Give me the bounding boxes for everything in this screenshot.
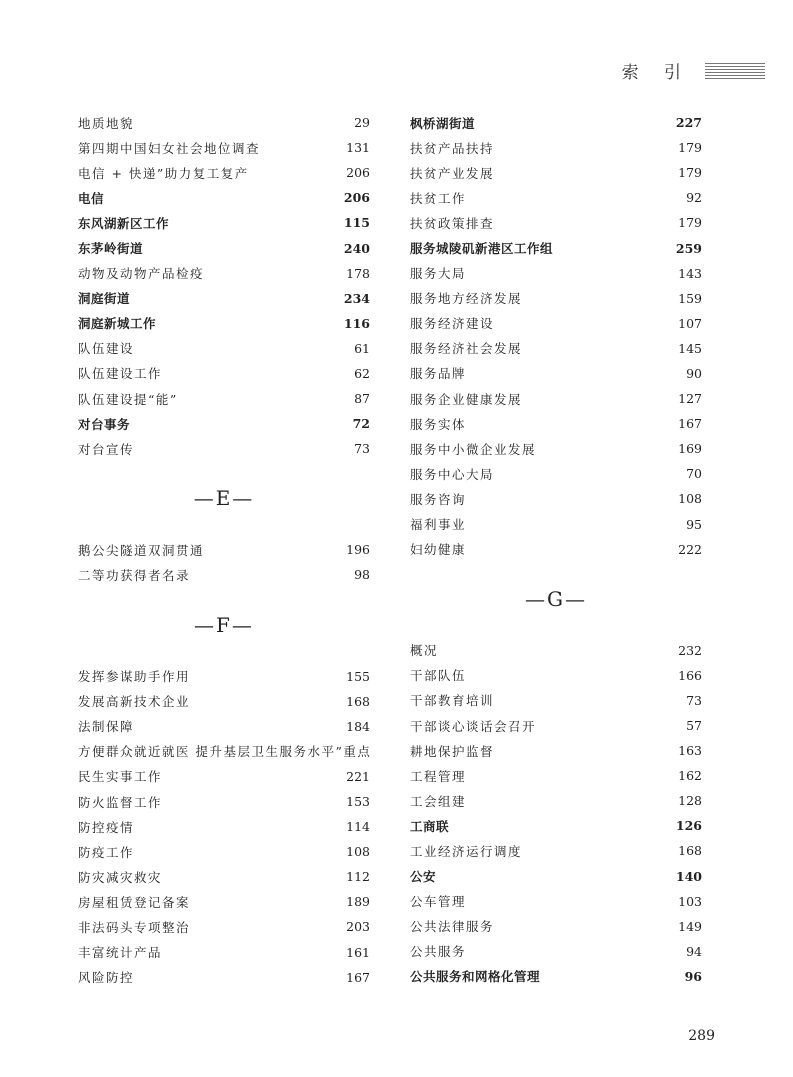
index-term: 第四期中国妇女社会地位调查 xyxy=(78,140,261,156)
index-page-ref: 259 xyxy=(675,240,702,256)
index-page-ref: 234 xyxy=(343,290,370,306)
index-page-ref: 140 xyxy=(675,868,702,884)
index-entry xyxy=(410,512,702,537)
index-term: 服务中小微企业发展 xyxy=(410,441,537,457)
index-entry xyxy=(78,386,370,411)
index-term: 工业经济运行调度 xyxy=(410,843,523,859)
index-entry xyxy=(78,286,370,311)
index-entry xyxy=(78,436,370,461)
index-page-ref: 153 xyxy=(346,794,370,810)
index-term: 福利事业 xyxy=(410,517,467,533)
index-term: 洞庭街道 xyxy=(78,291,131,307)
index-entry xyxy=(78,965,370,990)
index-term: 工程管理 xyxy=(410,768,467,784)
index-term: 妇幼健康 xyxy=(410,542,467,558)
index-entry xyxy=(410,486,702,511)
index-page-ref: 61 xyxy=(354,340,370,356)
index-entry xyxy=(410,336,702,361)
index-term: 队伍建设工作 xyxy=(78,366,163,382)
index-term: 地质地貌 xyxy=(78,115,135,131)
index-entry xyxy=(78,689,370,714)
index-entry xyxy=(78,210,370,235)
index-term: 动物及动物产品检疫 xyxy=(78,266,205,282)
index-entry xyxy=(78,864,370,889)
index-entry xyxy=(410,311,702,336)
index-page-ref: 92 xyxy=(686,190,702,206)
index-term: 枫桥湖街道 xyxy=(410,115,476,131)
index-entry xyxy=(410,864,702,889)
index-term: 法制保障 xyxy=(78,719,135,735)
index-entry xyxy=(410,638,702,663)
index-page-ref: 126 xyxy=(675,818,702,834)
index-page-ref: 227 xyxy=(675,115,702,131)
index-term: 公共法律服务 xyxy=(410,919,495,935)
index-page-ref: 155 xyxy=(346,668,370,684)
index-page-ref: 163 xyxy=(678,743,702,759)
index-entry xyxy=(410,235,702,260)
index-term: 非法码头专项整治 xyxy=(78,919,191,935)
index-page-ref: 128 xyxy=(678,793,702,809)
index-entry xyxy=(410,361,702,386)
index-entry xyxy=(78,135,370,160)
index-page-ref: 167 xyxy=(346,969,370,985)
index-term: 干部队伍 xyxy=(410,668,467,684)
index-term: 东风湖新区工作 xyxy=(78,215,170,231)
section-letter-heading: —G— xyxy=(525,586,587,611)
index-page-ref: 196 xyxy=(346,542,370,558)
index-term: 服务城陵矶新港区工作组 xyxy=(410,241,554,257)
index-entry xyxy=(410,713,702,738)
index-term: 耕地保护监督 xyxy=(410,743,495,759)
index-page-ref: 112 xyxy=(346,869,370,885)
index-term: 队伍建设提“能” xyxy=(78,391,178,407)
index-term: 公安 xyxy=(410,869,437,885)
section-letter-heading: —E— xyxy=(193,486,255,511)
index-term: 服务品牌 xyxy=(410,366,467,382)
index-page-ref: 114 xyxy=(346,819,370,835)
index-page-ref: 232 xyxy=(678,642,702,658)
header-title: 索 引 xyxy=(621,63,691,83)
index-term: 服务经济社会发展 xyxy=(410,341,523,357)
index-entry xyxy=(78,739,370,764)
index-page-ref: 115 xyxy=(343,215,370,231)
index-term: 对台宣传 xyxy=(78,441,135,457)
index-entry xyxy=(410,537,702,562)
index-page-ref: 29 xyxy=(354,115,370,131)
index-term: 发展高新技术企业 xyxy=(78,694,191,710)
index-entry xyxy=(78,714,370,739)
index-entry xyxy=(410,386,702,411)
index-entry xyxy=(410,185,702,210)
index-entry xyxy=(78,110,370,135)
index-term: 电信 xyxy=(78,190,105,206)
index-page-ref: 206 xyxy=(346,165,370,181)
index-page-ref: 107 xyxy=(678,315,702,331)
index-page-ref: 73 xyxy=(686,692,702,708)
index-entry xyxy=(410,914,702,939)
index-page-ref: 131 xyxy=(346,140,370,156)
index-page-ref: 70 xyxy=(686,466,702,482)
index-page-ref: 108 xyxy=(346,844,370,860)
index-page-ref: 159 xyxy=(678,290,702,306)
index-page-ref: 94 xyxy=(686,943,702,959)
index-term: 公车管理 xyxy=(410,894,467,910)
index-entry xyxy=(410,939,702,964)
index-entry xyxy=(78,336,370,361)
index-page-ref: 167 xyxy=(678,416,702,432)
index-entry xyxy=(410,261,702,286)
index-term: 扶贫产业发展 xyxy=(410,165,495,181)
index-page-ref: 179 xyxy=(678,215,702,231)
index-term: 工商联 xyxy=(410,818,450,834)
index-entry xyxy=(78,839,370,864)
index-entry xyxy=(78,664,370,689)
index-term: 洞庭新城工作 xyxy=(78,316,157,332)
index-page-ref: 72 xyxy=(352,416,370,432)
index-page-ref: 161 xyxy=(346,944,370,960)
index-page-ref: 103 xyxy=(678,893,702,909)
index-page-ref: 149 xyxy=(678,918,702,934)
index-page-ref: 189 xyxy=(346,894,370,910)
index-page-ref: 169 xyxy=(678,441,702,457)
index-term: 服务大局 xyxy=(410,266,467,282)
index-entry xyxy=(410,135,702,160)
index-term: 防火监督工作 xyxy=(78,794,163,810)
index-term: 干部谈心谈话会召开 xyxy=(410,718,537,734)
index-term: 风险防控 xyxy=(78,970,135,986)
index-page-ref: 98 xyxy=(354,567,370,583)
index-term: 丰富统计产品 xyxy=(78,945,163,961)
index-entry xyxy=(410,110,702,135)
index-page-ref: 95 xyxy=(686,516,702,532)
index-entry xyxy=(78,235,370,260)
index-entry xyxy=(410,663,702,688)
index-term: 公共服务和网格化管理 xyxy=(410,969,541,985)
index-page-ref: 166 xyxy=(678,667,702,683)
index-column-right xyxy=(410,110,702,989)
index-term: 概况 xyxy=(410,643,439,659)
index-page-ref: 87 xyxy=(354,391,370,407)
index-page-ref: 116 xyxy=(343,315,370,331)
page-number: 289 xyxy=(688,1028,715,1044)
index-page-ref: 240 xyxy=(343,240,370,256)
index-entry xyxy=(78,537,370,562)
index-page-ref: 179 xyxy=(678,165,702,181)
running-header xyxy=(622,58,765,83)
index-page-ref: 184 xyxy=(346,718,370,734)
header-rule-lines xyxy=(705,63,765,79)
index-term: 防灾减灾救灾 xyxy=(78,869,163,885)
index-entry xyxy=(410,160,702,185)
index-entry xyxy=(410,286,702,311)
index-page-ref: 108 xyxy=(678,491,702,507)
index-entry xyxy=(410,688,702,713)
index-entry xyxy=(410,436,702,461)
index-entry xyxy=(410,461,702,486)
index-entry xyxy=(78,411,370,436)
index-page-ref: 162 xyxy=(678,768,702,784)
index-entry xyxy=(78,185,370,210)
index-page-ref: 90 xyxy=(686,365,702,381)
index-page-ref: 203 xyxy=(346,919,370,935)
index-page-ref: 168 xyxy=(678,843,702,859)
index-page-ref: 57 xyxy=(686,718,702,734)
index-page-ref: 179 xyxy=(678,140,702,156)
index-page-ref: 73 xyxy=(354,441,370,457)
index-entry xyxy=(410,788,702,813)
index-term: 对台事务 xyxy=(78,416,131,432)
index-entry xyxy=(78,361,370,386)
index-page-ref: 96 xyxy=(684,968,702,984)
index-term: 服务实体 xyxy=(410,416,467,432)
index-term: 服务地方经济发展 xyxy=(410,291,523,307)
index-term: 干部教育培训 xyxy=(410,693,495,709)
index-term: 扶贫工作 xyxy=(410,190,467,206)
index-entry xyxy=(78,311,370,336)
index-term: 发挥参谋助手作用 xyxy=(78,669,191,685)
index-term: 防控疫情 xyxy=(78,819,135,835)
index-page-ref: 143 xyxy=(678,265,702,281)
index-entry xyxy=(410,210,702,235)
index-entry xyxy=(78,789,370,814)
index-entry xyxy=(78,764,370,789)
index-term: 民生实事工作 xyxy=(78,769,163,785)
index-page-ref: 127 xyxy=(678,391,702,407)
index-page-ref: 178 xyxy=(346,265,370,281)
index-page-ref: 168 xyxy=(346,693,370,709)
index-entry xyxy=(78,261,370,286)
index-term: 东茅岭街道 xyxy=(78,241,144,257)
index-term: 扶贫产品扶持 xyxy=(410,140,495,156)
index-entry xyxy=(410,964,702,989)
index-entry xyxy=(78,889,370,914)
index-term: 电信 + 快递”助力复工复产 xyxy=(78,165,249,181)
index-entry xyxy=(410,411,702,436)
section-letter-heading: —F— xyxy=(194,612,254,637)
index-term: 方便群众就近就医 提升基层卫生服务水平”重点 xyxy=(78,744,372,760)
index-term: 扶贫政策排查 xyxy=(410,215,495,231)
index-term: 二等功获得者名录 xyxy=(78,567,191,583)
index-term: 服务咨询 xyxy=(410,491,467,507)
index-term: 工会组建 xyxy=(410,793,467,809)
index-entry xyxy=(410,763,702,788)
index-page-ref: 222 xyxy=(678,541,702,557)
index-entry xyxy=(78,562,370,587)
index-term: 服务中心大局 xyxy=(410,466,495,482)
index-entry xyxy=(78,940,370,965)
index-entry xyxy=(78,160,370,185)
index-term: 鹅公尖隧道双洞贯通 xyxy=(78,542,205,558)
index-entry xyxy=(410,738,702,763)
index-page-ref: 62 xyxy=(354,365,370,381)
index-page-ref: 145 xyxy=(678,340,702,356)
index-column-left xyxy=(78,110,370,990)
index-page-ref: 206 xyxy=(343,190,370,206)
index-term: 服务经济建设 xyxy=(410,316,495,332)
index-term: 服务企业健康发展 xyxy=(410,391,523,407)
index-entry xyxy=(410,813,702,838)
index-entry xyxy=(410,889,702,914)
index-term: 防疫工作 xyxy=(78,844,135,860)
index-term: 房屋租赁登记备案 xyxy=(78,894,191,910)
index-entry xyxy=(78,914,370,939)
index-page-ref: 221 xyxy=(346,768,370,784)
index-term: 公共服务 xyxy=(410,944,467,960)
index-term: 队伍建设 xyxy=(78,341,135,357)
index-entry xyxy=(410,838,702,863)
index-entry xyxy=(78,814,370,839)
